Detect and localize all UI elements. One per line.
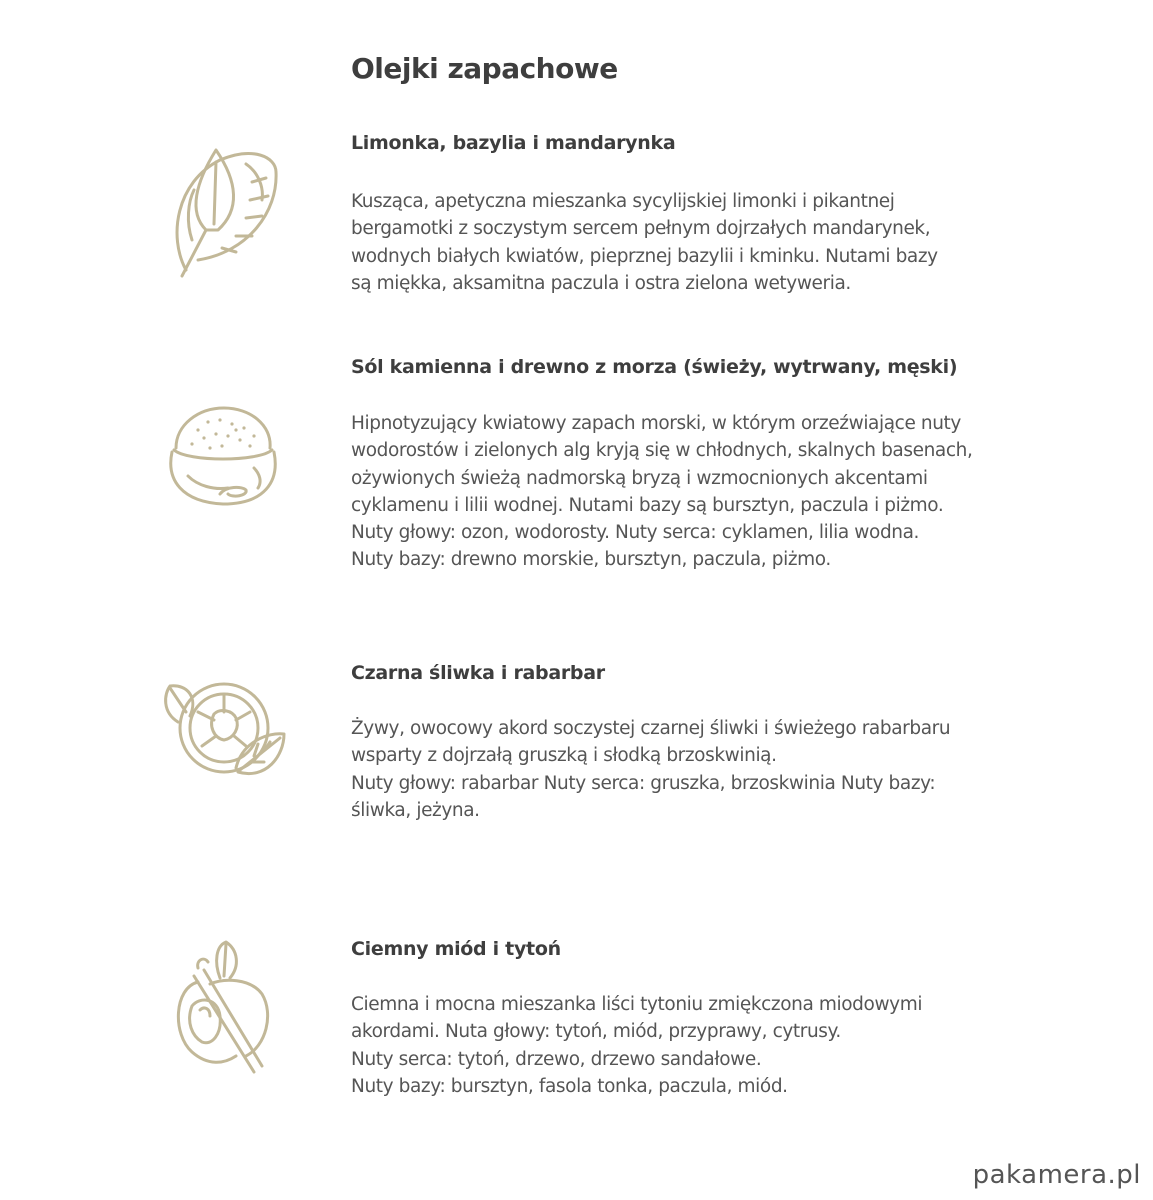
description-line: wodnych białych kwiatów, pieprznej bazylii i kminku. Nutami bazy bbox=[351, 245, 938, 267]
page-title: Olejki zapachowe bbox=[351, 52, 618, 85]
section-title: Limonka, bazylia i mandarynka bbox=[351, 132, 676, 154]
description-line: wodorostów i zielonych alg kryją się w chłodnych, skalnych basenach, bbox=[351, 440, 973, 462]
section-title: Sól kamienna i drewno z morza (świeży, wytrwany, męski) bbox=[351, 356, 958, 378]
description-line: wsparty z dojrzałą gruszką i słodką brzoskwinią. bbox=[351, 745, 777, 767]
description-line: Nuty bazy: drewno morskie, bursztyn, paczula, piżmo. bbox=[351, 549, 831, 571]
tobacco-fruit-icon bbox=[158, 938, 288, 1078]
description-line: akordami. Nuta głowy: tytoń, miód, przyprawy, cytrusy. bbox=[351, 1021, 841, 1043]
section-title: Czarna śliwka i rabarbar bbox=[351, 662, 605, 684]
section-description bbox=[351, 991, 1011, 1100]
description-line: Nuty głowy: rabarbar Nuty serca: gruszka, brzoskwinia Nuty bazy: bbox=[351, 772, 936, 794]
watermark: pakamera.pl bbox=[972, 1160, 1141, 1190]
section-description bbox=[351, 715, 1011, 824]
leaf-icon bbox=[158, 142, 288, 282]
description-line: śliwka, jeżyna. bbox=[351, 799, 480, 821]
description-line: Nuty głowy: ozon, wodorosty. Nuty serca: cyklamen, lilia wodna. bbox=[351, 522, 920, 544]
section-description bbox=[351, 410, 1011, 574]
section-title: Ciemny miód i tytoń bbox=[351, 938, 561, 960]
description-line: ożywionych świeżą nadmorską bryzą i wzmocnionych akcentami bbox=[351, 467, 928, 489]
description-line: Kusząca, apetyczna mieszanka sycylijskiej limonki i pikantnej bbox=[351, 191, 895, 212]
description-line: Ciemna i mocna mieszanka liści tytoniu zmiękczona miodowymi bbox=[351, 994, 923, 1015]
description-line: Hipnotyzujący kwiatowy zapach morski, w którym orzeźwiające nuty bbox=[351, 413, 961, 434]
salt-bowl-icon bbox=[158, 390, 288, 530]
description-line: bergamotki z soczystym sercem pełnym dojrzałych mandarynek, bbox=[351, 218, 931, 240]
description-line: Żywy, owocowy akord soczystej czarnej śliwki i świeżego rabarbaru bbox=[351, 718, 951, 739]
description-line: są miękka, aksamitna paczula i ostra zielona wetyweria. bbox=[351, 272, 851, 294]
plum-slice-icon bbox=[158, 672, 288, 812]
description-line: Nuty bazy: bursztyn, fasola tonka, paczula, miód. bbox=[351, 1075, 788, 1097]
description-line: cyklamenu i lilii wodnej. Nutami bazy są bursztyn, paczula i piżmo. bbox=[351, 494, 944, 516]
description-line: Nuty serca: tytoń, drzewo, drzewo sandałowe. bbox=[351, 1048, 762, 1070]
section-description bbox=[351, 188, 1011, 297]
